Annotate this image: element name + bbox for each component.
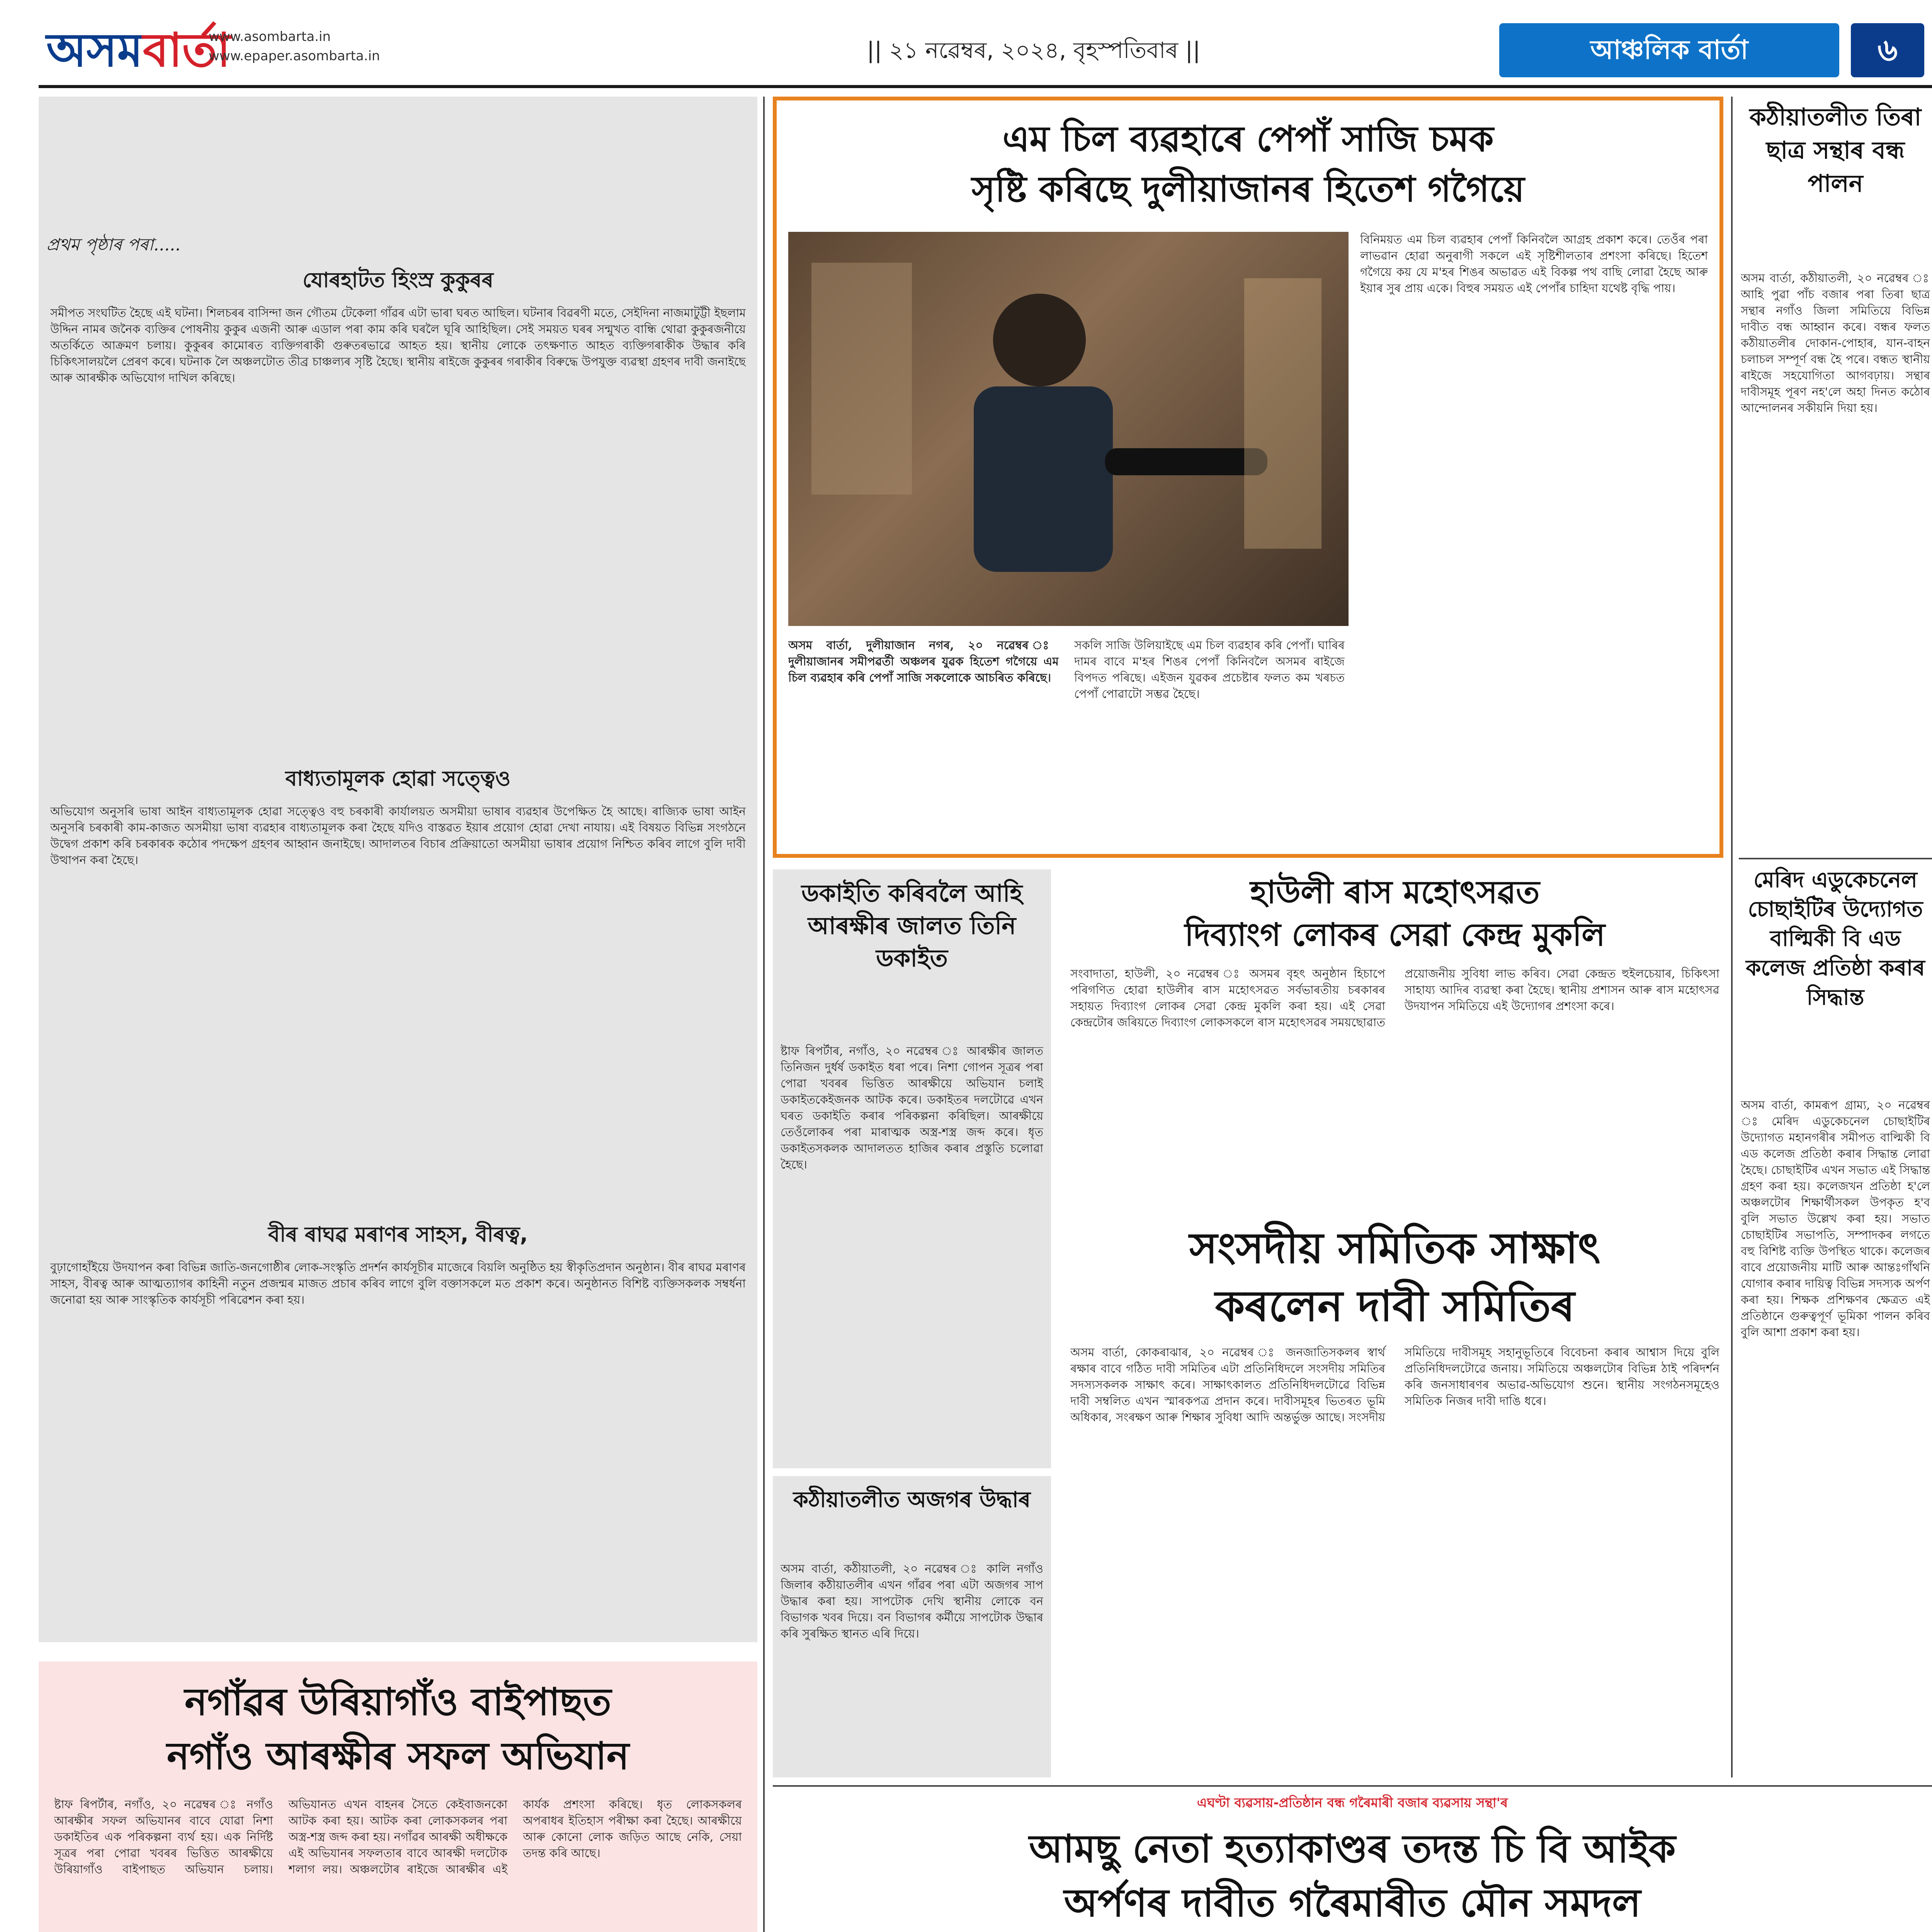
row-divider	[773, 1785, 1932, 1787]
featured-headline-2: সৃষ্টি কৰিছে দুলীয়াজানৰ হিতেশ গগৈয়ে	[971, 168, 1525, 210]
bandh-headline-2: অৰ্পণৰ দাবীত গৰৈমাৰীত মৌন সমদল	[1064, 1880, 1641, 1925]
bandh-headline-1: আমছু নেতা হত্যাকাণ্ডৰ তদন্ত চি বি আইক	[1029, 1826, 1676, 1871]
featured-headline-1: এম চিল ব্যৱহাৰে পেপাঁ সাজি চমক	[1002, 118, 1494, 160]
story-body: অসম বাৰ্তা, কঠীয়াতলী, ২০ নৱেম্বৰ ঃ কালি নগাঁও জিলাৰ কঠীয়াতলীৰ এখন গাঁৱৰ পৰা এটা অজগৰ সাপ উদ্ধাৰ কৰা হয়। সাপটোক দেখি স্থানীয় লোকে বন বিভাগক খবৰ দিয়ে। বন বিভাগৰ কৰ্মীয়ে সাপটোক উদ্ধাৰ কৰি সুৰক্ষিত স্থানত এৰি দিয়ে।	[781, 1562, 1043, 1641]
logo-word-2: বার্তা	[143, 23, 231, 77]
bandh-kicker: এঘণ্টা ব্যৱসায়-প্ৰতিষ্ঠান বন্ধ গৰৈমাৰী বজাৰ ব্যৱসায় সন্থা'ৰ	[1197, 1795, 1508, 1811]
featured-body-right: বিনিময়ত এম চিল ব্যৱহাৰ পেপাঁ কিনিবলৈ আগ্ৰহ প্ৰকাশ কৰে। তেওঁৰ পৰা লাভৱান হোৱা অনুৰাগী সকলে এই সৃষ্টিশীলতাৰ প্ৰশংসা কৰিছে। হিতেশ গগৈয়ে কয় যে ম'হৰ শিঙৰ অভাৱত এই বিকল্প পথ বাছি লোৱা হৈছে আৰু ইয়াৰ সুৰ প্ৰায় একে। বিহুৰ সময়ত এই পেপাঁৰ চাহিদা যথেষ্ট বৃদ্ধি পায়।	[1360, 233, 1708, 295]
continued-label: প্ৰথম পৃষ্ঠাৰ পৰা.....	[46, 235, 181, 255]
story-body: সমীপত সংঘটিত হৈছে এই ঘটনা। শিলচৰৰ বাসিন্দা জন গৌতম টেকেলা গাঁৱৰ এটা ভাৰা ঘৰত আছিল। ঘটনাৰ বিৱৰণী মতে, সেইদিনা নাজমাটুট্টী ইছলাম উদ্দিন নামৰ জনৈক ব্যক্তিৰ পোষনীয় কুকুৰ এজনী আৰু এডাল পৰা কাম কৰি ঘৰলৈ ঘূৰি আহিছিল। সেই সময়ত ঘৰৰ সন্মুখত বান্ধি থোৱা কুকুৰজনীয়ে অতৰ্কিতে আক্ৰমণ চলায়। কুকুৰৰ কামোৰত ব্যক্তিগৰাকী গুৰুতৰভাৱে আহত হয়। স্থানীয় লোকে তৎক্ষণাত আহত ব্যক্তিগৰাকীক উদ্ধাৰ কৰি চিকিৎসালয়লৈ প্ৰেৰণ কৰে। ঘটনাক লৈ অঞ্চলটোত তীব্ৰ চাঞ্চল্যৰ সৃষ্টি হৈছে। স্থানীয় ৰাইজে কুকুৰৰ গৰাকীৰ বিৰুদ্ধে উপযুক্ত ব্যৱস্থা গ্ৰহণৰ দাবী জনাইছে আৰু আৰক্ষীক অভিযোগ দাখিল কৰিছে।	[50, 306, 746, 385]
epaper-url: www.epaper.asombarta.in	[209, 48, 380, 64]
rash-headline-1: হাউলী ৰাস মহোৎসৱত	[1250, 874, 1540, 911]
police-headline-2: নগাঁও আৰক্ষীৰ সফল অভিযান	[167, 1734, 629, 1778]
story-title: কঠীয়াতলীত অজগৰ উদ্ধাৰ	[793, 1487, 1031, 1512]
story-body: অসম বাৰ্তা, কামৰূপ গ্ৰাম্য, ২০ নৱেম্বৰ ঃ মেৰিদ এডুকেচনেল চোছাইটিৰ উদ্যোগত মহানগৰীৰ সমীপত বাল্মিকী বি এড কলেজ প্ৰতিষ্ঠা কৰাৰ সিদ্ধান্ত লোৱা হৈছে। চোছাইটিৰ এখন সভাত এই সিদ্ধান্ত গ্ৰহণ কৰা হয়। কলেজখন প্ৰতিষ্ঠা হ'লে অঞ্চলটোৰ শিক্ষাৰ্থীসকল উপকৃত হ'ব বুলি সভাত উল্লেখ কৰা হয়। সভাত চোছাইটিৰ সভাপতি, সম্পাদকৰ লগতে বহু বিশিষ্ট ব্যক্তি উপস্থিত থাকে। কলেজৰ বাবে প্ৰয়োজনীয় মাটি আৰু আন্তঃগাঁথনি যোগাৰ কৰাৰ দায়িত্ব বিভিন্ন সদস্যক অৰ্পণ কৰা হয়। শিক্ষক প্ৰশিক্ষণৰ ক্ষেত্ৰত এই প্ৰতিষ্ঠানে গুৰুত্বপূৰ্ণ ভূমিকা পালন কৰিব বুলি আশা প্ৰকাশ কৰা হয়।	[1741, 1099, 1930, 1339]
header-rule	[39, 85, 1932, 88]
website-url: www.asombarta.in	[209, 29, 331, 44]
column-divider	[1731, 97, 1733, 1777]
samiti-headline-2: কৰলেন দাবী সমিতিৰ	[1215, 1281, 1575, 1331]
featured-caption: অসম বাৰ্তা, দুলীয়াজান নগৰ, ২০ নৱেম্বৰ ঃ দুলীয়াজানৰ সমীপৱৰ্তী অঞ্চলৰ যুৱক হিতেশ গগৈয়ে এম চিল ব্যৱহাৰ কৰি পেপাঁ সাজি সকলোকে আচৰিত কৰিছে।	[788, 639, 1059, 685]
story-title: বাধ্যতামূলক হোৱা সত্ত্বেও	[285, 766, 511, 791]
section-badge: আঞ্চলিক বাৰ্তা	[1499, 23, 1839, 77]
story-title: যোৰহাটত হিংস্ৰ কুকুৰৰ	[302, 268, 494, 292]
story-body: অসম বাৰ্তা, কঠীয়াতলী, ২০ নৱেম্বৰ ঃ আহি পুৱা পাঁচ বজাৰ পৰা তিৰা ছাত্ৰ সন্থাৰ নগাঁও জিলা সমিতিয়ে বিভিন্ন দাবীত বন্ধ আহ্বান কৰে। বন্ধৰ ফলত কঠীয়াতলীৰ দোকান-পোহাৰ, যান-বাহন চলাচল সম্পূৰ্ণ বন্ধ হৈ পৰে। বন্ধত স্থানীয় ৰাইজে সহযোগিতা আগবঢ়ায়। সন্থাৰ দাবীসমূহ পূৰণ নহ'লে অহা দিনত কঠোৰ আন্দোলনৰ সকীয়নি দিয়া হয়।	[1741, 272, 1930, 415]
rash-body: সংবাদাতা, হাউলী, ২০ নৱেম্বৰ ঃ অসমৰ বৃহৎ অনুষ্ঠান হিচাপে পৰিগণিত হোৱা হাউলীৰ ৰাস মহোৎসৱত সৰ্বভাৰতীয় চৰকাৰৰ সহায়ত দিব্যাংগ লোকৰ সেৱা কেন্দ্ৰ মুকলি কৰা হয়। এই সেৱা কেন্দ্ৰটোৰ জৰিয়তে দিব্যাংগ লোকসকলে ৰাস মহোৎসৱৰ সময়ছোৱাত প্ৰয়োজনীয় সুবিধা লাভ কৰিব। সেৱা কেন্দ্ৰত হুইলচেয়াৰ, চিকিৎসা সাহায্য আদিৰ ব্যৱস্থা কৰা হৈছে। স্থানীয় প্ৰশাসন আৰু ৰাস মহোৎসৱ উদযাপন সমিতিয়ে এই উদ্যোগৰ প্ৰশংসা কৰে।	[1070, 967, 1719, 1029]
story-body: বুঢ়াগোহাঁইয়ে উদযাপন কৰা বিভিন্ন জাতি-জনগোষ্ঠীৰ লোক-সংস্কৃতি প্ৰদৰ্শন কাৰ্যসূচীৰ মাজেৰে বিয়লি অনুষ্ঠিত হয় স্বীকৃতিপ্ৰদান অনুষ্ঠান। বীৰ ৰাঘৱ মৰাণৰ সাহস, বীৰত্ব আৰু আত্মত্যাগৰ কাহিনী নতুন প্ৰজন্মৰ মাজত প্ৰচাৰ কৰিব লাগে বুলি বক্তাসকলে মত প্ৰকাশ কৰে। অনুষ্ঠানত বিশিষ্ট ব্যক্তিসকলক সম্বৰ্ধনা জনোৱা হয় আৰু সাংস্কৃতিক কাৰ্যসূচী পৰিৱেশন কৰা হয়।	[50, 1261, 746, 1307]
story-body: অভিযোগ অনুসৰি ভাষা আইন বাধ্যতামূলক হোৱা সত্ত্বেও বহু চৰকাৰী কাৰ্যালয়ত অসমীয়া ভাষাৰ ব্যৱহাৰ উপেক্ষিত হৈ আছে। ৰাজ্যিক ভাষা আইন অনুসৰি চৰকাৰী কাম-কাজত অসমীয়া ভাষা ব্যৱহাৰ বাধ্যতামূলক কৰা হৈছে যদিও বাস্তৱত ইয়াৰ প্ৰয়োগ হোৱা দেখা নাযায়। এই বিষয়ত বিভিন্ন সংগঠনে উদ্বেগ প্ৰকাশ কৰি চৰকাৰক কঠোৰ পদক্ষেপ গ্ৰহণৰ আহ্বান জনাইছে। আদালতৰ বিচাৰ প্ৰক্ৰিয়াতো অসমীয়া ভাষাৰ প্ৰয়োগ নিশ্চিত কৰিব লাগে বুলি দাবী উত্থাপন কৰা হৈছে।	[50, 805, 746, 867]
row-divider	[1739, 858, 1932, 859]
samiti-headline-1: সংসদীয় সমিতিক সাক্ষাৎ	[1189, 1223, 1600, 1273]
story-title: মেৰিদ এডুকেচনেল চোছাইটিৰ উদ্যোগত বাল্মিকী বি এড কলেজ প্ৰতিষ্ঠা কৰাৰ সিদ্ধান্ত	[1746, 867, 1925, 1010]
rash-headline-2: দিব্যাংগ লোকৰ সেৱা কেন্দ্ৰ মুকলি	[1184, 917, 1605, 953]
featured-body-left: সকলি সাজি উলিয়াইছে এম চিল ব্যৱহাৰ কৰি পেপাঁ। ঘাৰিৰ দামৰ বাবে ম'হৰ শিঙৰ পেপাঁ কিনিবলৈ অসমৰ ৰাইজে বিপদত পৰিছে। এইজন যুৱকৰ প্ৰচেষ্টাৰ ফলত কম খৰচত পেপাঁ পোৱাটো সম্ভৱ হৈছে।	[1074, 639, 1345, 701]
police-headline-1: নগাঁৱৰ উৰিয়াগাঁও বাইপাছত	[184, 1680, 612, 1724]
police-body: ষ্টাফ ৰিপৰ্টাৰ, নগাঁও, ২০ নৱেম্বৰ ঃ নগাঁও আৰক্ষীৰ সফল অভিযানৰ বাবে যোৱা নিশা ডকাইতিৰ এক পৰিকল্পনা ব্যৰ্থ হয়। এক নিৰ্দিষ্ট সূত্ৰৰ পৰা পোৱা খবৰৰ ভিত্তিত আৰক্ষীয়ে উৰিয়াগাঁও বাইপাছত অভিযান চলায়। অভিযানত এখন বাহনৰ সৈতে কেইবাজনকো আটক কৰা হয়। আটক কৰা লোকসকলৰ পৰা অস্ত্ৰ-শস্ত্ৰ জব্দ কৰা হয়। নগাঁৱৰ আৰক্ষী অধীক্ষকে এই অভিযানৰ সফলতাৰ বাবে আৰক্ষী দলটোক শলাগ লয়। অঞ্চলটোৰ ৰাইজে আৰক্ষীৰ এই কাৰ্যক প্ৰশংসা কৰিছে। ধৃত লোকসকলৰ অপৰাধৰ ইতিহাস পৰীক্ষা কৰা হৈছে। আৰক্ষীয়ে আৰু কোনো লোক জড়িত আছে নেকি, সেয়া তদন্ত কৰি আছে।	[54, 1798, 742, 1876]
column-divider	[763, 97, 765, 1932]
story-body: ষ্টাফ ৰিপৰ্টাৰ, নগাঁও, ২০ নৱেম্বৰ ঃ আৰক্ষীৰ জালত তিনিজন দুৰ্ধৰ্ষ ডকাইত ধৰা পৰে। নিশা গোপন সূত্ৰৰ পৰা পোৱা খবৰৰ ভিত্তিত আৰক্ষীয়ে অভিযান চলাই ডকাইতকেইজনক আটক কৰে। ডকাইতৰ দলটোৱে এখন ঘৰত ডকাইতি কৰাৰ পৰিকল্পনা কৰিছিল। আৰক্ষীয়ে তেওঁলোকৰ পৰা মাৰাত্মক অস্ত্ৰ-শস্ত্ৰ জব্দ কৰে। ধৃত ডকাইতসকলক আদালতত হাজিৰ কৰাৰ প্ৰস্তুতি চলোৱা হৈছে।	[781, 1044, 1043, 1172]
issue-date: || ২১ নৱেম্বৰ, ২০২৪, বৃহস্পতিবাৰ ||	[867, 37, 1201, 63]
masthead-urls	[209, 27, 479, 73]
featured-photo	[788, 232, 1349, 626]
photo-placeholder	[788, 232, 1349, 626]
page-number: ৬	[1851, 23, 1924, 77]
masthead-logo	[46, 23, 231, 77]
samiti-body: অসম বাৰ্তা, কোকৰাঝাৰ, ২০ নৱেম্বৰ ঃ জনজাতিসকলৰ স্বাৰ্থ ৰক্ষাৰ বাবে গঠিত দাবী সমিতিৰ এটা প্ৰতিনিধিদলে সংসদীয় সমিতিৰ সদস্যসকলক সাক্ষাৎ কৰে। সাক্ষাৎকালত প্ৰতিনিধিদলটোৱে বিভিন্ন দাবী সম্বলিত এখন স্মাৰকপত্ৰ প্ৰদান কৰে। দাবীসমূহৰ ভিতৰত ভূমি অধিকাৰ, সংৰক্ষণ আৰু শিক্ষাৰ সুবিধা আদি অন্তৰ্ভুক্ত আছে। সংসদীয় সমিতিয়ে দাবীসমূহ সহানুভূতিৰে বিবেচনা কৰাৰ আশ্বাস দিয়ে বুলি প্ৰতিনিধিদলটোৱে জনায়। সমিতিয়ে অঞ্চলটোৰ বিভিন্ন ঠাই পৰিদৰ্শন কৰি জনসাধাৰণৰ অভাৱ-অভিযোগ শুনে। স্থানীয় সংগঠনসমূহেও সমিতিক নিজৰ দাবী দাঙি ধৰে।	[1070, 1346, 1719, 1424]
logo-word-1: অসম	[46, 23, 143, 77]
story-title: কঠীয়াতলীত তিৰা ছাত্ৰ সন্থাৰ বন্ধ পালন	[1749, 103, 1922, 197]
story-title: বীৰ ৰাঘৱ মৰাণৰ সাহস, বীৰত্ব,	[268, 1222, 528, 1247]
story-title: ডকাইতি কৰিবলৈ আহি আৰক্ষীৰ জালত তিনি ডকাইত	[801, 879, 1023, 972]
